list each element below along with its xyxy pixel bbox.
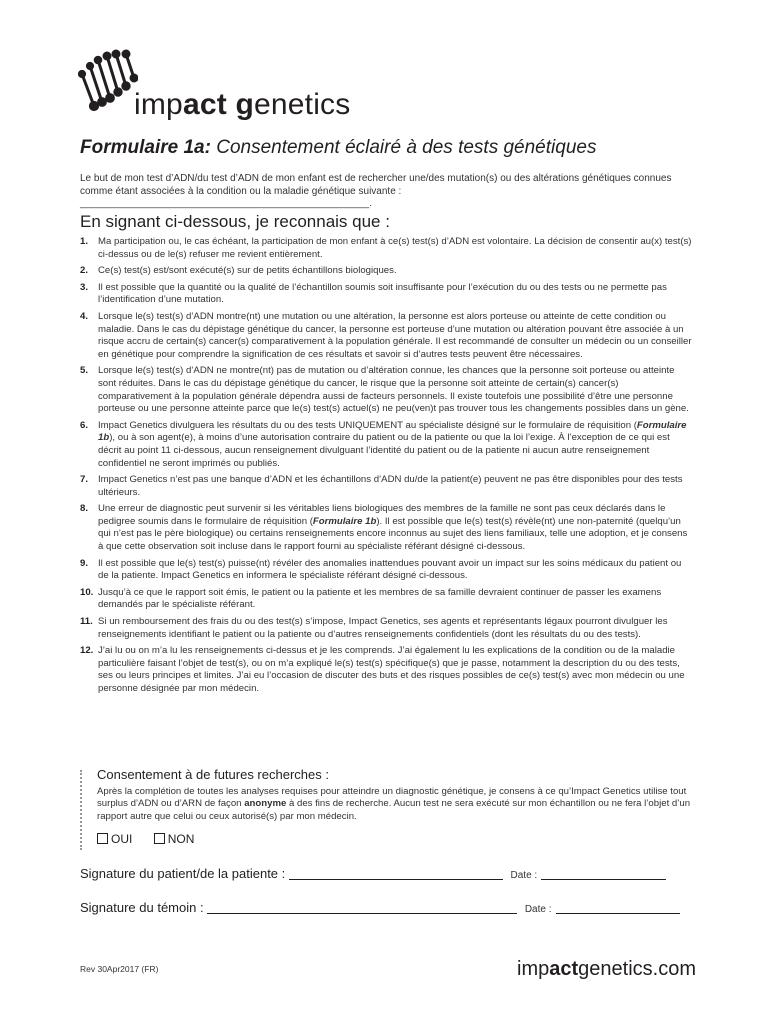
patient-signature-field[interactable] [289, 867, 503, 880]
list-item: 8. Une erreur de diagnostic peut survenir si les véritables liens biologiques des membres de la famille ne sont pas ceux déclarés dans le pedigree soumis dans le formulaire de réquisition (Formulaire 1b). Il est possible que le(s) test(s) révèle(nt) une non-paternité (quelqu’un qui n’est pas le père biologique) ou certains renseignements encore inconnus au sujet des liens familiaux, telle une adoption, et je consens à que cette observation soit incluse dans le rapport fourni au spécialiste référant désigné ci-dessous. [80, 503, 688, 553]
dotted-divider [80, 770, 82, 850]
yes-checkbox[interactable] [97, 833, 108, 844]
list-item: 7. Impact Genetics n’est pas une banque d’ADN et les échantillons d’ADN du/de la patient(e) peuvent ne pas être disponibles pour des tests ultérieurs. [80, 474, 683, 498]
witness-signature-field[interactable] [207, 901, 517, 914]
dna-logo-icon [78, 46, 138, 116]
list-item: 12. J’ai lu ou on m’a lu les renseignements ci-dessus et je les comprends. J’ai également lu les explications de la condition ou de la maladie particulière faisant l’objet de test(s), ou on m’a expliqué le(s) test(s) spécifique(s) que je passe, notamment la description du ou des tests, ses ou leurs principes et limites. J’ai eu l’occasion de discuter des buts et des risques possibles de ce(s) test(s) avec mon médecin ou une personne désignée par mon médecin. [80, 645, 685, 694]
list-item: 5. Lorsque le(s) test(s) d’ADN ne montre(nt) pas de mutation ou d’altération connue, les chances que la personne soit porteuse ou atteinte sont réduites. Dans le cas du dépistage génétique du cancer, le risque que la personne soit atteinte de certain(s) cancer(s) comparativement à la population générale dépendra aussi de facteurs personnels. Il existe toutefois une possibilité d’être une personne porteuse ou une personne atteinte parce que le(s) test(s) actuel(s) ne peu(ven)t pas trouver tous les changements possibles dans un gène. [80, 365, 689, 415]
consent-paragraph: Après la complétion de toutes les analyses requises pour atteindre un diagnostic génétique, je consens à ce qu’Impact Genetics utilise tout surplus d’ADN ou d’ARN de façon anonyme à des fins de recherche. Aucun test ne sera exécuté sur mon échantillon ou ne fera l’objet d’un rapport autre que celui ou ceux autorisé(s) par mon médecin. [97, 786, 691, 822]
list-item: 6. Impact Genetics divulguera les résultats du ou des tests UNIQUEMENT au spécialiste désigné sur le formulaire de réquisition (Formulaire 1b), ou à son agent(e), à moins d’une autorisation contraire du patient ou de la patiente ou que la loi l’exige. À l’exception de ce qui est décrit au point 11 ci-dessous, aucun renseignement divulguant l’identité du patient ou de la patiente ni aucun autre renseignement confidentiel ne seront imprimés ou publiés. [80, 419, 687, 469]
list-item: 9. Il est possible que le(s) test(s) puisse(nt) révéler des anomalies inattendues pouvant avoir un impact sur les soins médicaux du patient ou de la patiente. Impact Genetics en informera le spécialiste référant désigné ci-dessous. [80, 557, 682, 582]
list-item: 11. Si un remboursement des frais du ou des test(s) s’impose, Impact Genetics, ses agents et représentants légaux pourront divulguer les renseignements identifiant le patient ou la patiente ou d’autres renseignements confidentiels (dont les résultats du ou des tests). [80, 616, 668, 640]
patient-date-label: Date : [510, 870, 538, 881]
witness-signature-row [80, 900, 680, 915]
list-item: 10. Jusqu’à ce que le rapport soit émis, le patient ou la patiente et les membres de sa famille devraient continuer de passer les examens demandés par le spécialiste référant. [80, 586, 662, 611]
patient-signature-label: Signature du patient/de la patiente : [80, 866, 286, 881]
form-title: Formulaire 1a: Consentement éclairé à des tests génétiques [80, 137, 597, 158]
acknowledgement-list [80, 236, 692, 700]
no-checkbox[interactable] [154, 833, 165, 844]
patient-signature-row [80, 866, 666, 881]
list-item: 1. Ma participation ou, le cas échéant, la participation de mon enfant à ce(s) test(s) d’ADN est volontaire. La décision de consentir au(x) test(s) ci-dessus ou de le(s) refuser me revient entièrement. [80, 236, 692, 260]
consent-title: Consentement à de futures recherches : [97, 767, 329, 782]
yes-option[interactable]: OUI [97, 832, 132, 846]
footer-website-logo: impactgenetics.com [517, 958, 696, 980]
witness-date-label: Date : [524, 904, 552, 915]
patient-date-field[interactable] [541, 867, 666, 880]
intro-paragraph: Le but de mon test d’ADN/du test d’ADN de mon enfant est de rechercher une/des mutation(s) ou des altérations génétiques connues comme étant associées à la condition ou la maladie génétique suivante : ____________________________________________________. [80, 173, 672, 209]
no-option[interactable]: NON [154, 832, 195, 846]
revision-label: Rev 30Apr2017 (FR) [80, 964, 159, 974]
company-logo-text: impact genetics [134, 88, 351, 121]
witness-signature-label: Signature du témoin : [80, 900, 204, 915]
consent-choices [97, 832, 212, 846]
list-item: 4. Lorsque le(s) test(s) d’ADN montre(nt) une mutation ou une altération, la personne est alors porteuse ou atteinte de cette condition ou maladie. Dans le cas du dépistage génétique du cancer, la personne est porteuse d’une mutation ou altération pouvant être associée à un risque accru de certain(s) cancer(s) comparativement à la population générale. Il est recommandé de consulter un médecin ou un conseiller en génétique pour comprendre la signification de ces résultats et savoir si d’autres tests peuvent être nécessaires. [80, 310, 692, 360]
list-item: 2. Ce(s) test(s) est/sont exécuté(s) sur de petits échantillons biologiques. [80, 265, 397, 277]
section-heading: En signant ci-dessous, je reconnais que : [80, 212, 390, 231]
witness-date-field[interactable] [556, 901, 680, 914]
list-item: 3. Il est possible que la quantité ou la qualité de l’échantillon soumis soit insuffisante pour l’exécution du ou des tests ou ne permette pas l’identification d’une mutation. [80, 281, 667, 306]
